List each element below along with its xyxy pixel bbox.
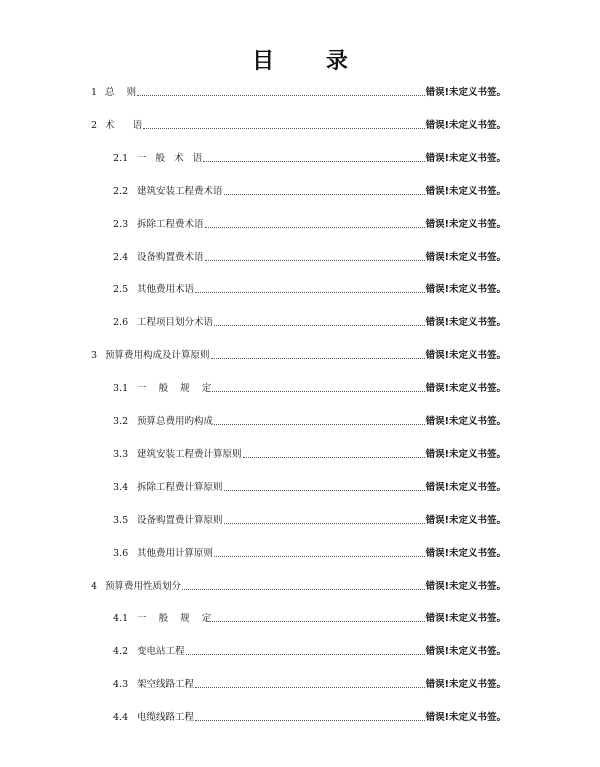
toc-entry-page-ref: 错误!未定义书签。 — [425, 152, 506, 164]
toc-entry-label: 其他费用术语 — [137, 284, 195, 296]
toc-entry-number: 3 — [91, 350, 98, 362]
toc-entry-label: 一 般 规 定 — [137, 613, 212, 625]
toc-leader-dots — [211, 357, 425, 359]
toc-entry[interactable] — [113, 445, 506, 461]
toc-entry-label: 预算费用构成及计算原则 — [105, 350, 210, 362]
toc-entry-label: 架空线路工程 — [137, 679, 195, 691]
toc-entry-page-ref: 错误!未定义书签。 — [425, 481, 506, 493]
toc-leader-dots — [214, 324, 425, 326]
toc-entry-label: 设备购置费术语 — [137, 251, 204, 263]
toc-entry[interactable] — [113, 313, 506, 329]
toc-entry-number: 4.4 — [113, 712, 129, 724]
toc-leader-dots — [137, 94, 425, 96]
toc-entry-number: 2.5 — [113, 284, 129, 296]
toc-entry-number: 4.2 — [113, 646, 129, 658]
toc-entry[interactable] — [113, 412, 506, 428]
toc-entry-label: 预算费用性质划分 — [105, 580, 182, 592]
toc-leader-dots — [186, 653, 425, 655]
toc-entry[interactable] — [113, 609, 506, 625]
toc-entry[interactable] — [113, 675, 506, 691]
toc-entry[interactable] — [113, 642, 506, 658]
toc-leader-dots — [203, 160, 424, 162]
toc-entry-label: 拆除工程费术语 — [137, 218, 204, 230]
toc-leader-dots — [195, 719, 425, 721]
toc-entry-page-ref: 错误!未定义书签。 — [425, 547, 506, 559]
toc-entry[interactable] — [113, 182, 506, 198]
toc-leader-dots — [205, 226, 425, 228]
toc-entry-label: 其他费用计算原则 — [137, 547, 214, 559]
toc-leader-dots — [212, 620, 424, 622]
toc-leader-dots — [224, 522, 425, 524]
toc-entry-page-ref: 错误!未定义书签。 — [425, 613, 506, 625]
toc-leader-dots — [214, 423, 425, 425]
toc-entry-page-ref: 错误!未定义书签。 — [425, 87, 506, 98]
toc-entry[interactable] — [113, 544, 506, 560]
toc-entry-label: 预算总费用旳构成 — [137, 416, 214, 427]
toc-entry-page-ref: 错误!未定义书签。 — [425, 185, 506, 197]
toc-entry-number: 2.6 — [113, 317, 129, 329]
toc-entry-label: 术 语 — [105, 119, 143, 131]
toc-entry-page-ref: 错误!未定义书签。 — [425, 218, 506, 230]
toc-entry[interactable] — [113, 478, 506, 494]
toc-leader-dots — [195, 291, 425, 293]
toc-entry-page-ref: 错误!未定义书签。 — [425, 119, 506, 131]
toc-entry-number: 2.2 — [113, 185, 129, 197]
toc-entry-label: 工程项目划分术语 — [137, 317, 214, 329]
toc-entry-label: 变电站工程 — [137, 646, 185, 658]
toc-entry-number: 3.3 — [113, 448, 129, 460]
toc-leader-dots — [212, 390, 424, 392]
toc-leader-dots — [224, 193, 425, 195]
toc-entry-label: 一 般 规 定 — [137, 383, 212, 395]
toc-entry-number: 4.3 — [113, 679, 129, 691]
toc-entry-number: 3.4 — [113, 481, 129, 493]
toc-entry-page-ref: 错误!未定义书签。 — [425, 383, 506, 395]
toc-entry-label: 建筑安装工程费术语 — [137, 185, 223, 197]
toc-entry[interactable] — [113, 511, 506, 527]
toc-entry-number: 2 — [91, 119, 98, 131]
toc-entry-number: 3.6 — [113, 547, 129, 559]
toc-entry[interactable] — [113, 248, 506, 264]
toc-entry-page-ref: 错误!未定义书签。 — [425, 580, 506, 592]
toc-entry-number: 3.2 — [113, 416, 129, 427]
toc-entry-number: 3.1 — [113, 383, 129, 395]
toc-entry[interactable] — [113, 215, 506, 231]
toc-entry-page-ref: 错误!未定义书签。 — [425, 284, 506, 296]
toc-entry-number: 4.1 — [113, 613, 129, 625]
toc-leader-dots — [182, 588, 425, 590]
toc-entry-number: 2.4 — [113, 251, 129, 263]
toc-leader-dots — [205, 259, 425, 261]
toc-entry-page-ref: 错误!未定义书签。 — [425, 350, 506, 362]
toc-entry-page-ref: 错误!未定义书签。 — [425, 514, 506, 526]
toc-leader-dots — [214, 555, 425, 557]
toc-entry-number: 3.5 — [113, 514, 129, 526]
toc-leader-dots — [143, 127, 425, 129]
toc-leader-dots — [243, 456, 425, 458]
toc-entry-label: 一 般 术 语 — [137, 152, 203, 164]
toc-entry-label: 电缆线路工程 — [137, 712, 195, 724]
toc-entry-page-ref: 错误!未定义书签。 — [425, 416, 506, 427]
toc-entry-page-ref: 错误!未定义书签。 — [425, 679, 506, 691]
toc-entry[interactable] — [113, 379, 506, 395]
toc-leader-dots — [224, 489, 425, 491]
toc-entry[interactable] — [91, 116, 506, 132]
toc-entry-page-ref: 错误!未定义书签。 — [425, 448, 506, 460]
toc-entry-page-ref: 错误!未定义书签。 — [425, 317, 506, 329]
toc-entry[interactable] — [91, 346, 506, 362]
toc-entry-label: 拆除工程费计算原则 — [137, 481, 223, 493]
toc-title: 目 录 — [252, 49, 370, 74]
toc-entry[interactable] — [91, 83, 506, 99]
toc-entry-number: 4 — [91, 580, 98, 592]
toc-entry[interactable] — [91, 577, 506, 593]
toc-entry-page-ref: 错误!未定义书签。 — [425, 251, 506, 263]
toc-entry[interactable] — [113, 149, 506, 165]
toc-entry-number: 1 — [91, 87, 98, 98]
toc-entry[interactable] — [113, 280, 506, 296]
toc-entry-page-ref: 错误!未定义书签。 — [425, 646, 506, 658]
toc-entry-number: 2.1 — [113, 152, 129, 164]
toc-entry-page-ref: 错误!未定义书签。 — [425, 712, 506, 724]
toc-leader-dots — [195, 686, 425, 688]
toc-entry-label: 建筑安装工程费计算原则 — [137, 448, 242, 460]
toc-entry-label: 总 则 — [105, 87, 137, 98]
toc-entry[interactable] — [113, 708, 506, 724]
toc-entry-label: 设备购置费计算原则 — [137, 514, 223, 526]
toc-entry-number: 2.3 — [113, 218, 129, 230]
